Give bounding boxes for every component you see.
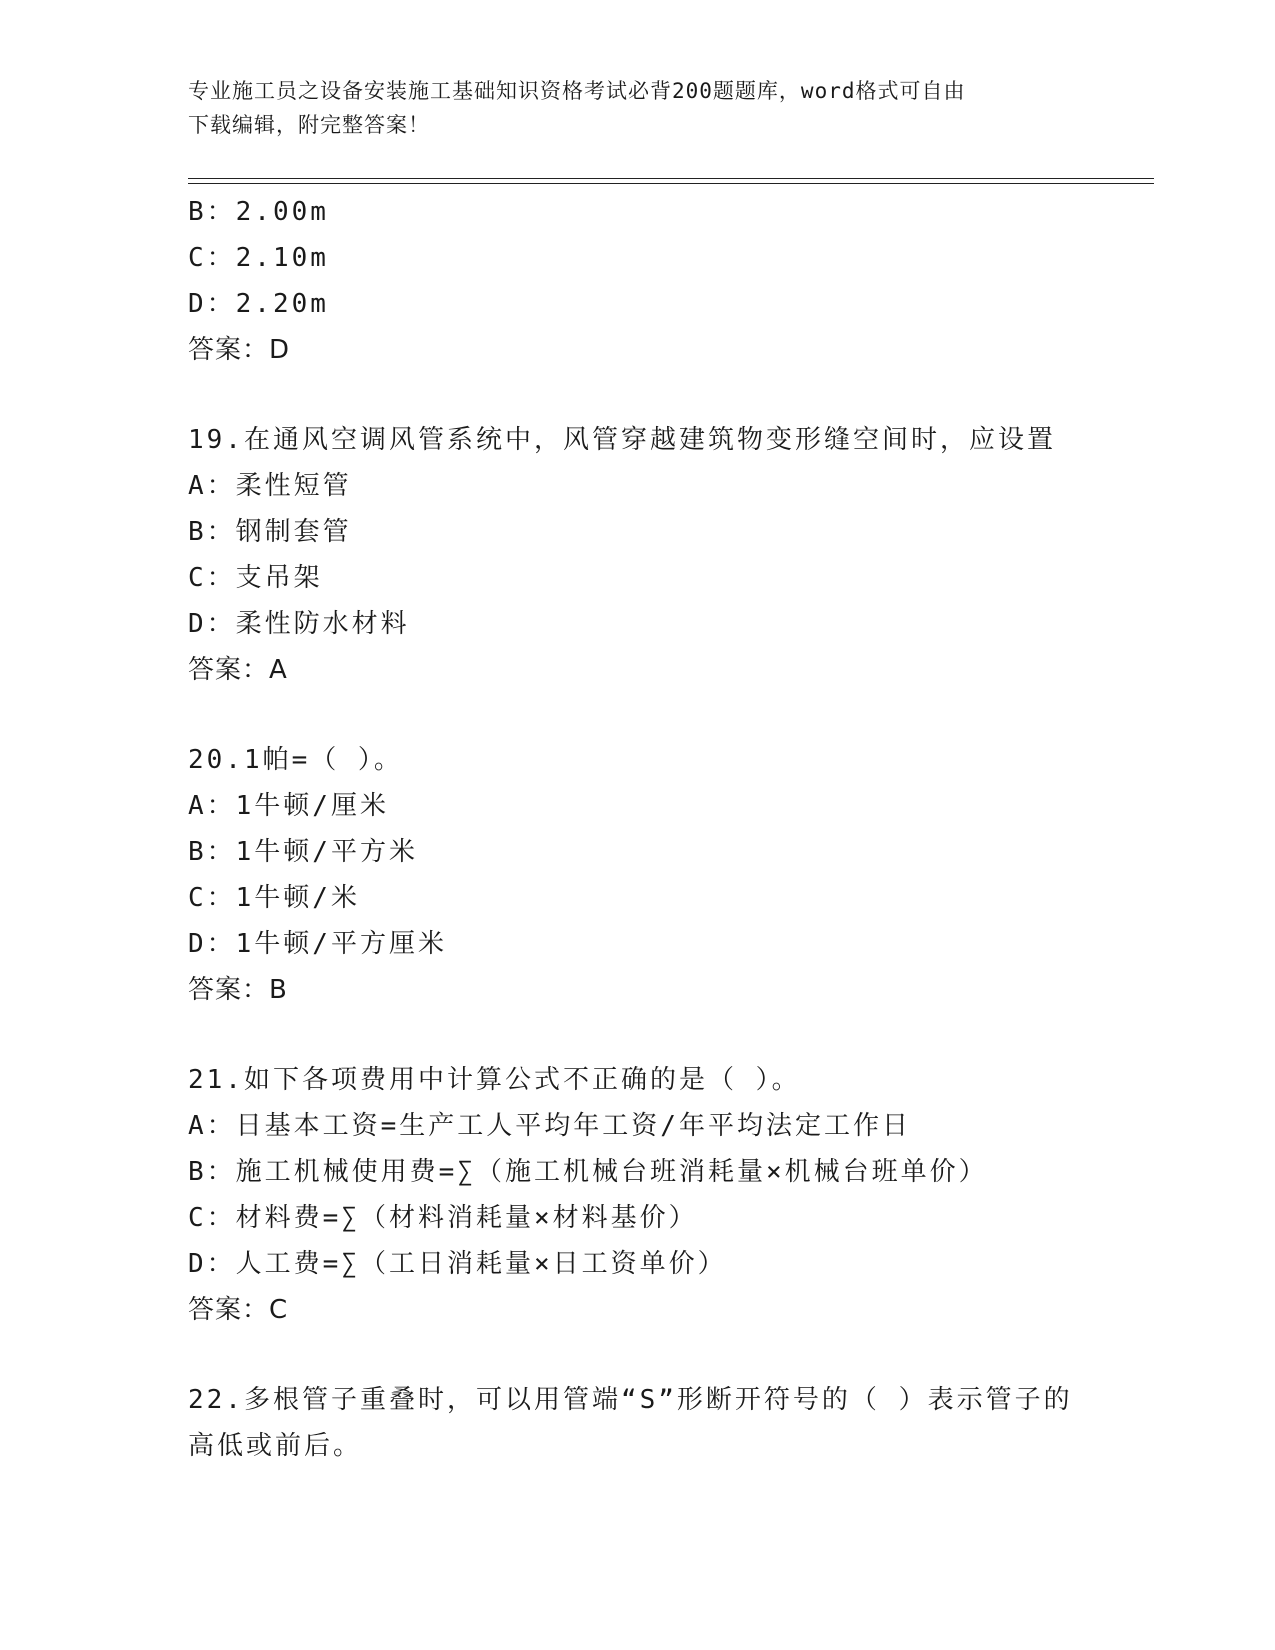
option-c: C：1牛顿/米: [188, 883, 360, 913]
option-a: A：柔性短管: [188, 471, 352, 501]
option-d: D：柔性防水材料: [188, 609, 410, 639]
option-c: C：材料费=∑（材料消耗量×材料基价）: [188, 1203, 698, 1233]
option-a: A：1牛顿/厘米: [188, 791, 389, 821]
header-divider-bottom: [188, 183, 1154, 184]
option-c: C：2.10m: [188, 243, 329, 273]
question-21: [188, 1057, 1158, 1333]
answer: 答案：A: [188, 655, 288, 685]
option-b: B：1牛顿/平方米: [188, 837, 418, 867]
header-line-1: 专业施工员之设备安装施工基础知识资格考试必背200题题库，word格式可自由: [188, 79, 966, 103]
option-b: B：2.00m: [188, 197, 329, 227]
option-b: B：施工机械使用费=∑（施工机械台班消耗量×机械台班单价）: [188, 1157, 988, 1187]
question-stem: 21.如下各项费用中计算公式不正确的是（ ）。: [188, 1065, 801, 1095]
answer: 答案：D: [188, 335, 291, 365]
header-line-2: 下载编辑，附完整答案！: [188, 113, 430, 137]
question-stem: 22.多根管子重叠时，可以用管端“S”形断开符号的（ ）表示管子的: [188, 1385, 1073, 1415]
option-a: A：日基本工资=生产工人平均年工资/年平均法定工作日: [188, 1111, 911, 1141]
question-20: [188, 737, 1158, 1013]
document-header: [188, 74, 1088, 142]
answer: 答案：B: [188, 975, 288, 1005]
question-19: [188, 417, 1158, 693]
question-22: [188, 1377, 1158, 1469]
option-d: D：人工费=∑（工日消耗量×日工资单价）: [188, 1249, 727, 1279]
header-divider-top: [188, 178, 1154, 179]
question-list: [188, 189, 1158, 1469]
question-stem: 20.1帕=（ ）。: [188, 745, 403, 775]
option-b: B：钢制套管: [188, 517, 352, 547]
question-18-continued: [188, 189, 1158, 373]
question-stem: 19.在通风空调风管系统中，风管穿越建筑物变形缝空间时，应设置: [188, 425, 1056, 455]
option-d: D：2.20m: [188, 289, 329, 319]
answer: 答案：C: [188, 1295, 289, 1325]
option-c: C：支吊架: [188, 563, 323, 593]
option-d: D：1牛顿/平方厘米: [188, 929, 447, 959]
question-stem-continued: 高低或前后。: [188, 1431, 363, 1461]
